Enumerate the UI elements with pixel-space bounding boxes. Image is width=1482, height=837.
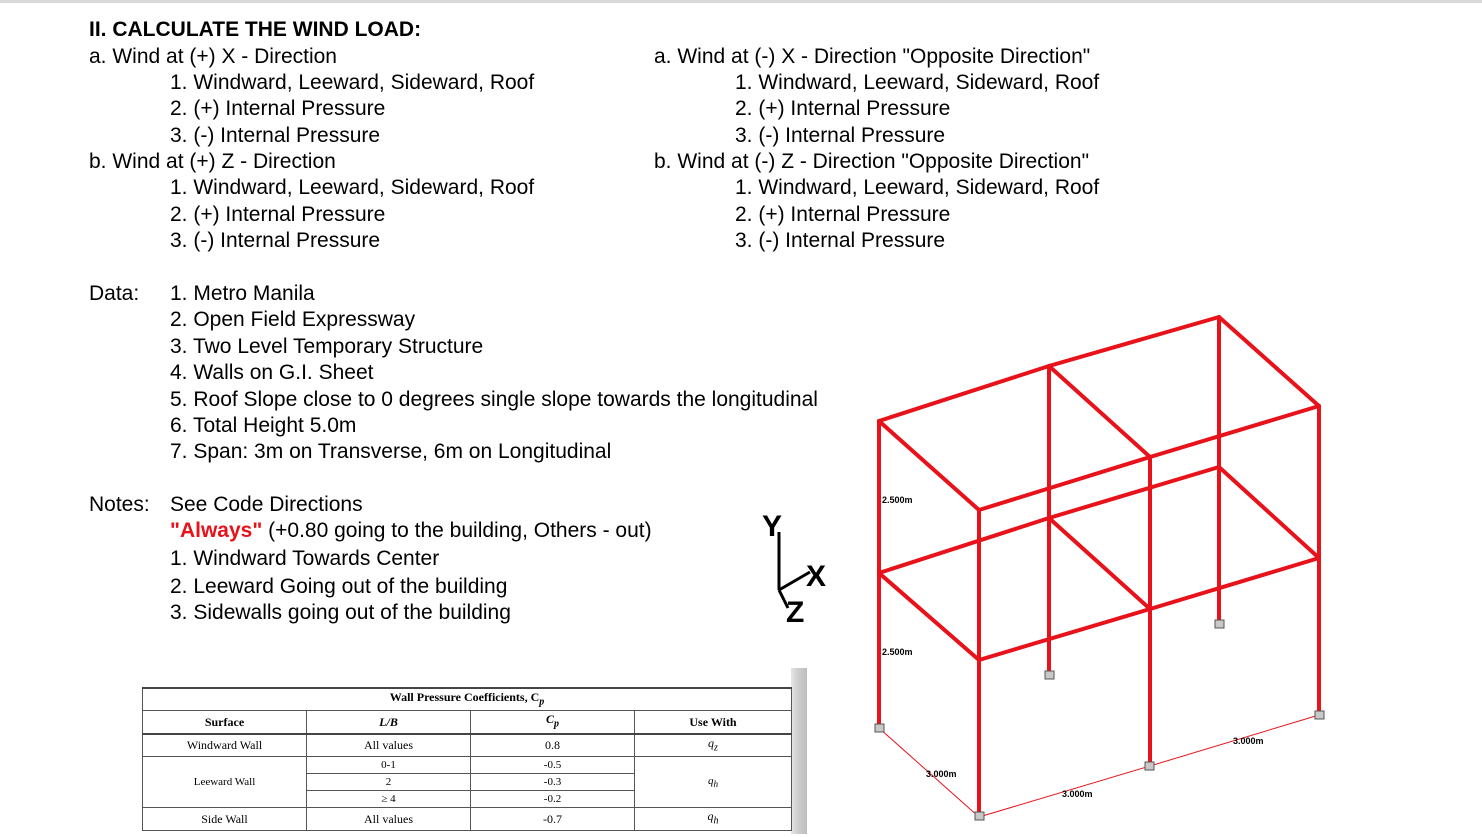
- transverse-span-label: 3.000m: [926, 769, 957, 779]
- cell-use: $q_h$: [635, 808, 792, 830]
- section-heading: II. CALCULATE THE WIND LOAD:: [89, 18, 422, 41]
- scan-edge-shadow: [791, 668, 807, 834]
- cell-cp: -0.7: [471, 808, 635, 830]
- cell-use: $q_z$: [635, 734, 792, 757]
- frame-member: [1049, 467, 1219, 518]
- header-lb: L/B: [307, 711, 471, 734]
- long-span-label-2: 3.000m: [1233, 736, 1264, 746]
- table-caption: Wall Pressure Coefficients, $C_p$: [143, 688, 792, 711]
- cell-lb: All values: [307, 734, 471, 757]
- frame-member: [1049, 366, 1150, 457]
- wall-pressure-table: [142, 687, 792, 831]
- header-use-with: Use With: [635, 711, 792, 734]
- cell-cp: -0.2: [471, 791, 635, 808]
- right-a-item: 1. Windward, Leeward, Sideward, Roof: [735, 71, 1100, 94]
- frame-member: [879, 518, 1049, 573]
- dimension-lines: [879, 715, 1319, 817]
- right-a-item: 3. (-) Internal Pressure: [735, 124, 946, 147]
- top-divider: [0, 0, 1482, 3]
- data-item: 6. Total Height 5.0m: [170, 414, 357, 437]
- data-item: 5. Roof Slope close to 0 degrees single slope towards the longitudinal: [170, 388, 818, 411]
- left-a-item: 1. Windward, Leeward, Sideward, Roof: [170, 71, 535, 94]
- notes-item: 3. Sidewalls going out of the building: [170, 601, 511, 624]
- support-marker: [1045, 671, 1054, 679]
- always-rest: (+0.80 going to the building, Others - out): [262, 519, 652, 542]
- cell-lb: ≥ 4: [307, 791, 471, 808]
- frame-member: [1219, 317, 1319, 406]
- coordinate-axes: [750, 510, 850, 630]
- frame-member: [1049, 518, 1150, 609]
- y-axis-label: Y: [762, 510, 783, 543]
- cell-cp: -0.5: [471, 757, 635, 774]
- x-axis-label: X: [806, 560, 827, 593]
- cell-surface: Leeward Wall: [143, 757, 307, 808]
- right-a-item: 2. (+) Internal Pressure: [735, 97, 951, 120]
- right-b-title: b. Wind at (-) Z - Direction "Opposite Direction": [654, 150, 1090, 173]
- cell-lb: All values: [307, 808, 471, 830]
- left-b-item: 2. (+) Internal Pressure: [170, 203, 386, 226]
- frame-member: [979, 609, 1150, 660]
- right-b-item: 3. (-) Internal Pressure: [735, 229, 946, 252]
- frame-member: [979, 457, 1150, 510]
- frame-member: [1150, 406, 1319, 457]
- table-row: [143, 808, 792, 830]
- notes-item: 2. Leeward Going out of the building: [170, 575, 508, 598]
- table-row: [143, 734, 792, 757]
- support-markers: [875, 620, 1324, 820]
- right-a-title: a. Wind at (-) X - Direction "Opposite Direction": [654, 45, 1091, 68]
- header-surface: Surface: [143, 711, 307, 734]
- support-marker: [1145, 762, 1154, 770]
- data-item: 1. Metro Manila: [170, 282, 315, 305]
- data-item: 4. Walls on G.I. Sheet: [170, 361, 374, 384]
- support-marker: [975, 812, 984, 820]
- notes-always-line: [170, 518, 652, 544]
- data-item: 3. Two Level Temporary Structure: [170, 335, 484, 358]
- support-marker: [1315, 711, 1324, 719]
- frame-member: [1049, 317, 1219, 366]
- left-b-item: 1. Windward, Leeward, Sideward, Roof: [170, 176, 535, 199]
- upper-height-label: 2.500m: [882, 495, 913, 505]
- cell-surface: Side Wall: [143, 808, 307, 830]
- header-cp: $C_p$: [471, 711, 635, 734]
- left-a-title: a. Wind at (+) X - Direction: [89, 45, 337, 68]
- cell-lb: 0-1: [307, 757, 471, 774]
- right-b-item: 1. Windward, Leeward, Sideward, Roof: [735, 176, 1100, 199]
- data-item: 2. Open Field Expressway: [170, 308, 416, 331]
- structure-frame-diagram: [860, 300, 1330, 830]
- z-axis-label: Z: [786, 596, 805, 629]
- cell-lb: 2: [307, 774, 471, 791]
- data-label: Data:: [89, 282, 140, 305]
- left-a-item: 3. (-) Internal Pressure: [170, 124, 381, 147]
- cell-surface: Windward Wall: [143, 734, 307, 757]
- right-b-item: 2. (+) Internal Pressure: [735, 203, 951, 226]
- left-b-item: 3. (-) Internal Pressure: [170, 229, 381, 252]
- always-emphasis: "Always": [170, 519, 263, 542]
- cell-use: $q_h$: [635, 757, 792, 808]
- notes-item: 1. Windward Towards Center: [170, 547, 440, 570]
- frame-member: [879, 366, 1049, 421]
- table-header-row: [143, 711, 792, 734]
- left-b-title: b. Wind at (+) Z - Direction: [89, 150, 336, 173]
- frame-member: [1219, 467, 1319, 558]
- table-row: [143, 757, 792, 774]
- notes-label: Notes:: [89, 493, 150, 516]
- frame-member: [1150, 558, 1319, 609]
- support-marker: [1215, 620, 1224, 628]
- long-span-label-1: 3.000m: [1062, 789, 1093, 799]
- notes-line: See Code Directions: [170, 493, 363, 516]
- lower-height-label: 2.500m: [882, 647, 913, 657]
- support-marker: [875, 724, 884, 732]
- left-a-item: 2. (+) Internal Pressure: [170, 97, 386, 120]
- data-item: 7. Span: 3m on Transverse, 6m on Longitudinal: [170, 440, 612, 463]
- cell-cp: -0.3: [471, 774, 635, 791]
- cell-cp: 0.8: [471, 734, 635, 757]
